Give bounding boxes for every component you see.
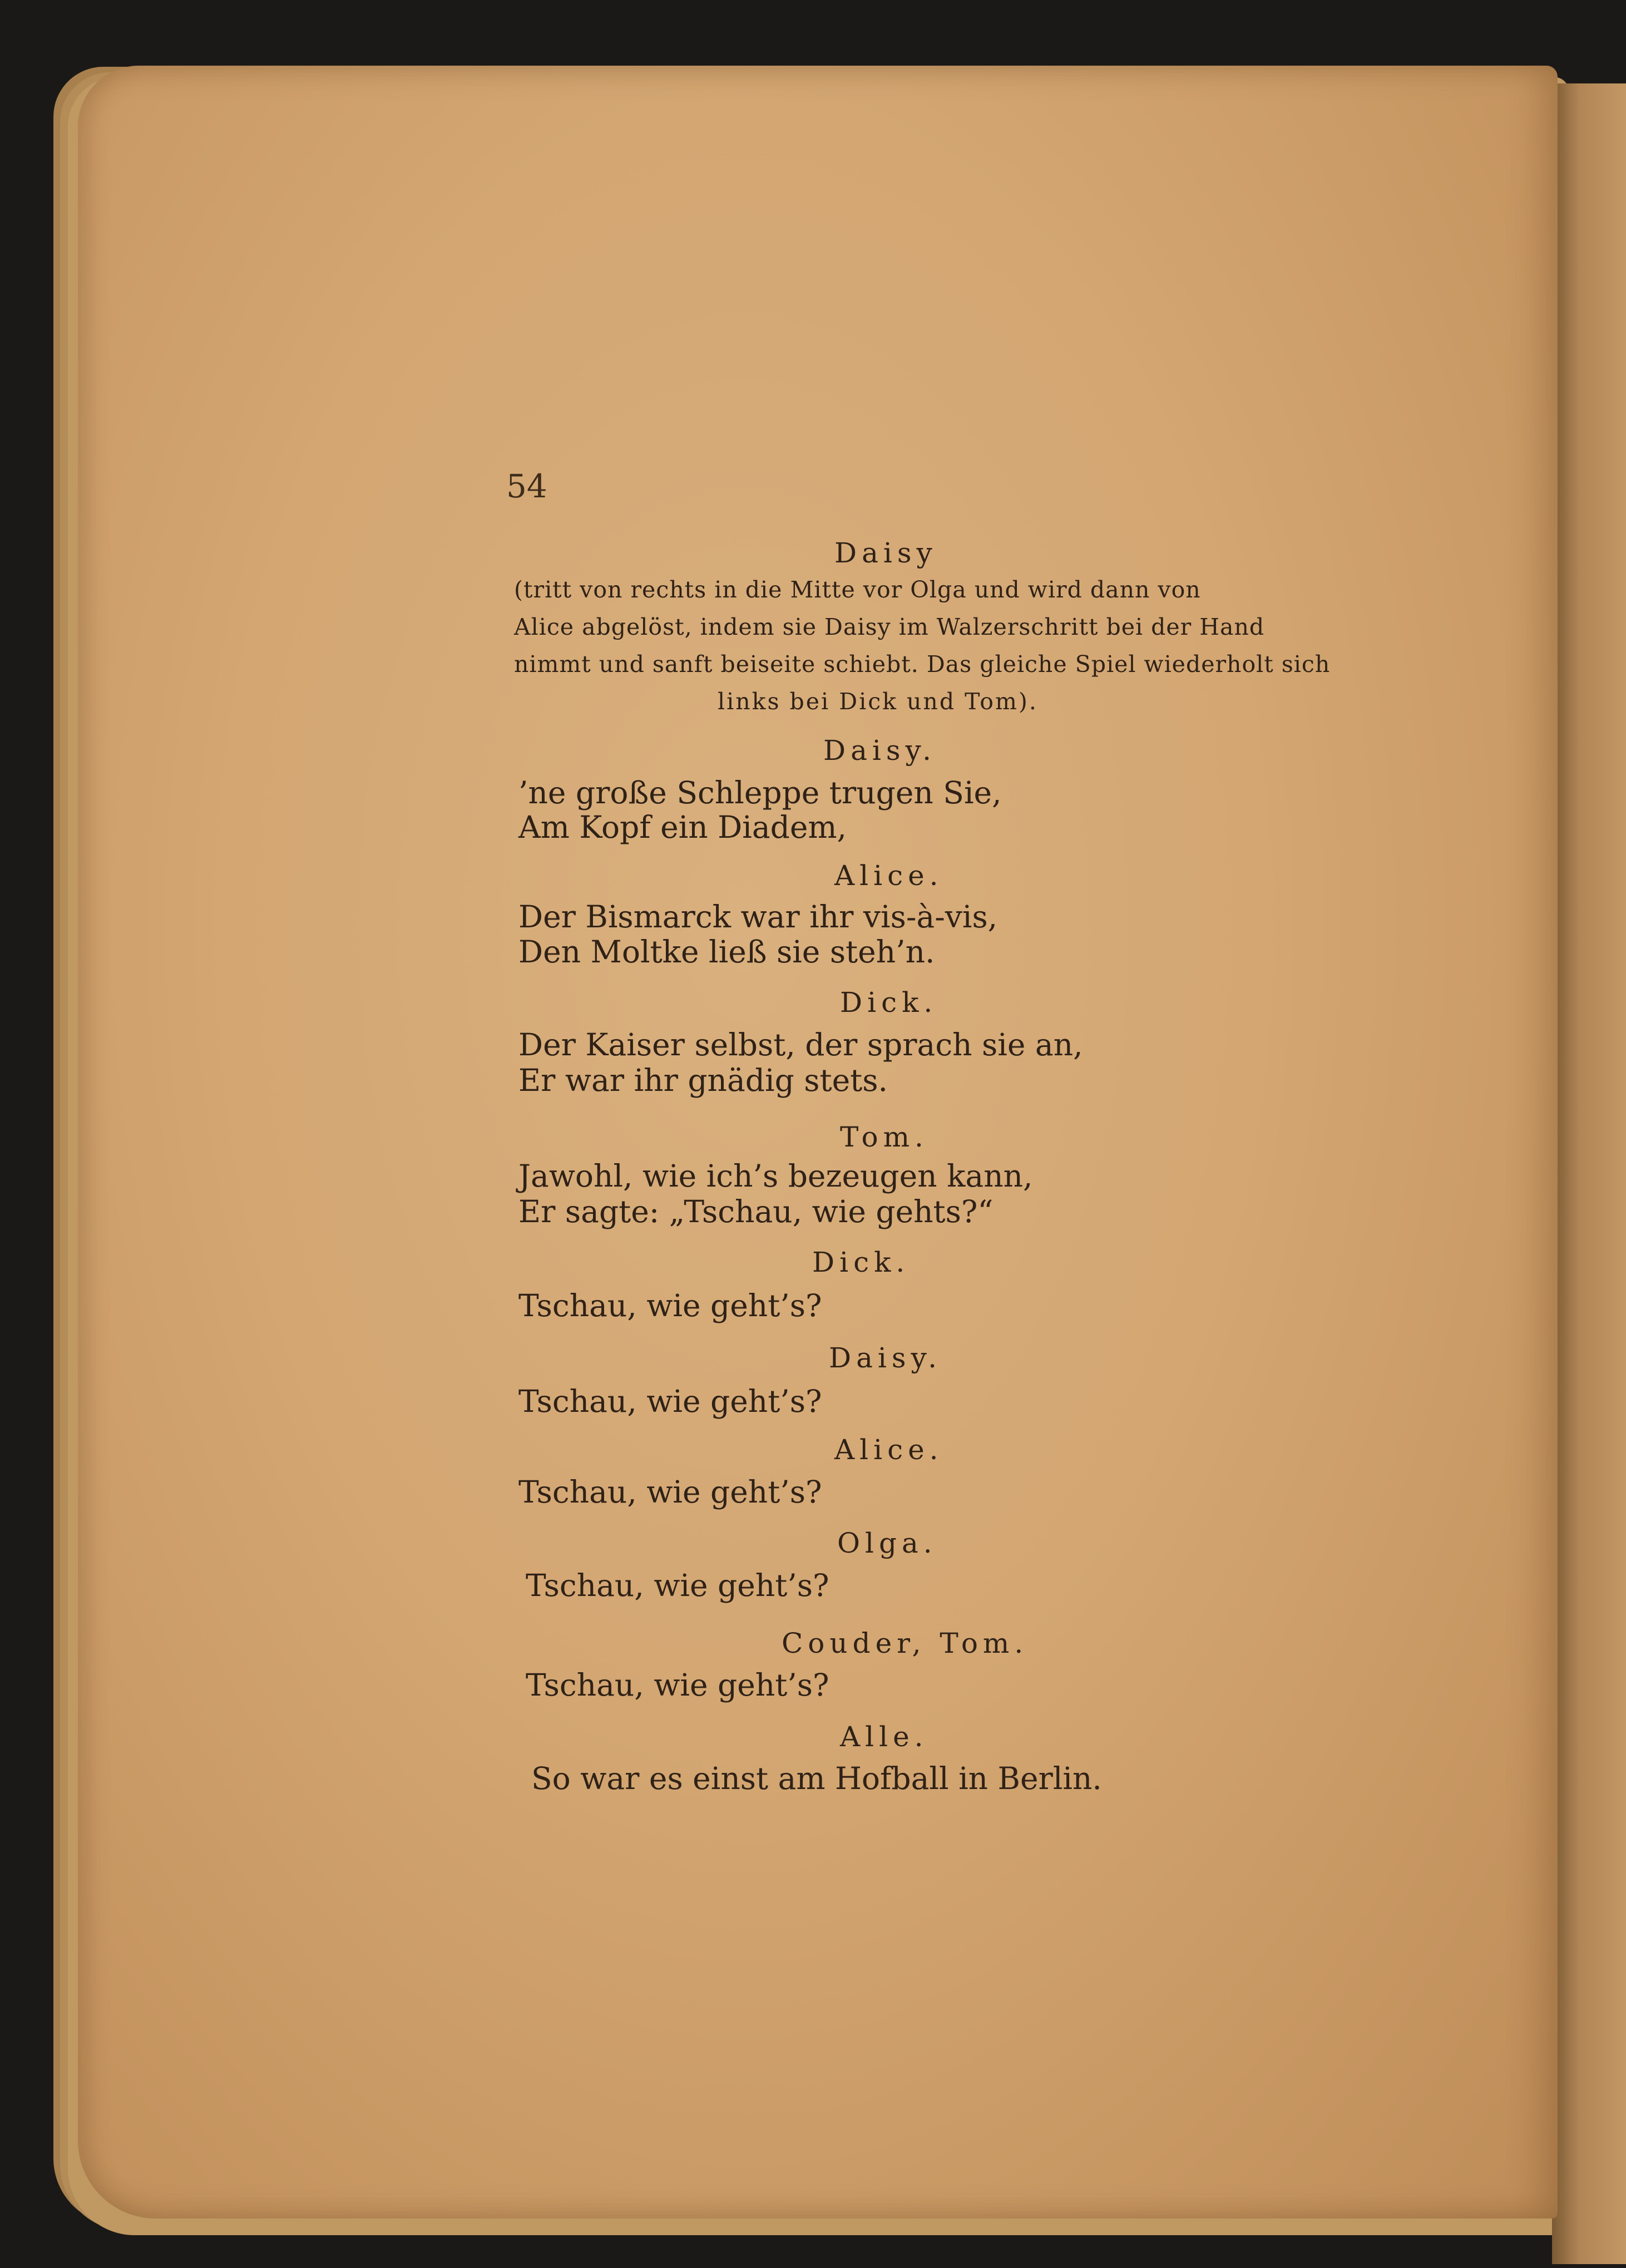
speaker-heading: Daisy. <box>823 734 937 767</box>
stage-direction-line: Alice abgelöst, indem sie Daisy im Walzerschritt bei der Hand <box>514 614 1265 640</box>
stage-direction-line: nimmt und sanft beiseite schiebt. Das gleiche Spiel wiederholt sich <box>514 651 1331 678</box>
dialogue-line: Der Kaiser selbst, der sprach sie an, <box>518 1027 1083 1063</box>
speaker-heading: Couder, Tom. <box>782 1627 1029 1659</box>
speaker-heading: Alle. <box>840 1721 928 1753</box>
speaker-heading: Daisy <box>834 537 937 569</box>
dialogue-line: Der Bismarck war ihr vis-à-vis, <box>518 899 998 935</box>
facing-page-edge <box>1552 83 1626 2264</box>
book-page <box>78 66 1558 2218</box>
dialogue-line: Am Kopf ein Diadem, <box>518 809 847 845</box>
dialogue-line: So war es einst am Hofball in Berlin. <box>531 1761 1102 1796</box>
dialogue-line: Den Moltke ließ sie steh’n. <box>518 934 935 970</box>
dialogue-line: Tschau, wie geht’s? <box>518 1383 822 1419</box>
dialogue-line: Jawohl, wie ich’s bezeugen kann, <box>518 1158 1033 1194</box>
speaker-heading: Olga. <box>837 1527 937 1559</box>
stage-direction-line: (tritt von rechts in die Mitte vor Olga und wird dann von <box>514 576 1201 603</box>
dialogue-line: Tschau, wie geht’s? <box>518 1288 822 1323</box>
speaker-heading: Alice. <box>834 859 943 892</box>
dialogue-line: Tschau, wie geht’s? <box>518 1474 822 1510</box>
dialogue-line: Tschau, wie geht’s? <box>526 1667 829 1703</box>
speaker-heading: Daisy. <box>829 1342 942 1374</box>
speaker-heading: Tom. <box>840 1121 928 1153</box>
speaker-heading: Dick. <box>840 986 938 1019</box>
dialogue-line: Tschau, wie geht’s? <box>526 1568 829 1603</box>
dialogue-line: Er war ihr gnädig stets. <box>518 1063 888 1098</box>
dialogue-line: ’ne große Schleppe trugen Sie, <box>518 775 1002 811</box>
speaker-heading: Dick. <box>812 1246 910 1278</box>
dialogue-line: Er sagte: „Tschau, wie gehts?“ <box>518 1194 994 1229</box>
speaker-heading: Alice. <box>834 1434 943 1466</box>
page-number: 54 <box>506 467 547 505</box>
stage-direction-line: links bei Dick und Tom). <box>718 688 1038 715</box>
